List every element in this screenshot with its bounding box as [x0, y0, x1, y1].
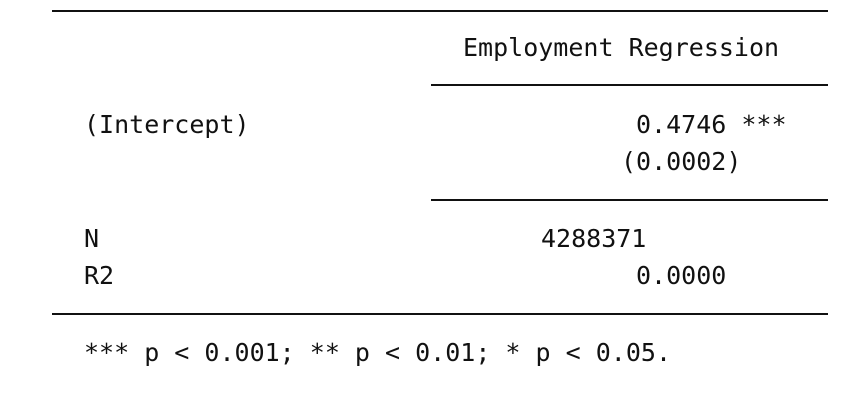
stat-n-value: 4288371 [541, 224, 647, 253]
stat-r2-label: R2 [84, 261, 115, 290]
header-underline [431, 84, 828, 86]
significance-footnote: *** p < 0.001; ** p < 0.01; * p < 0.05. [84, 338, 671, 367]
top-rule [52, 10, 828, 12]
column-header: Employment Regression [463, 33, 780, 62]
intercept-label: (Intercept) [84, 110, 250, 139]
intercept-estimate: 0.4746 *** [636, 110, 787, 139]
bottom-rule [52, 313, 828, 315]
intercept-std-error: (0.0002) [621, 147, 742, 176]
body-underline [431, 199, 828, 201]
stat-r2-value: 0.0000 [636, 261, 727, 290]
stat-n-label: N [84, 224, 100, 253]
